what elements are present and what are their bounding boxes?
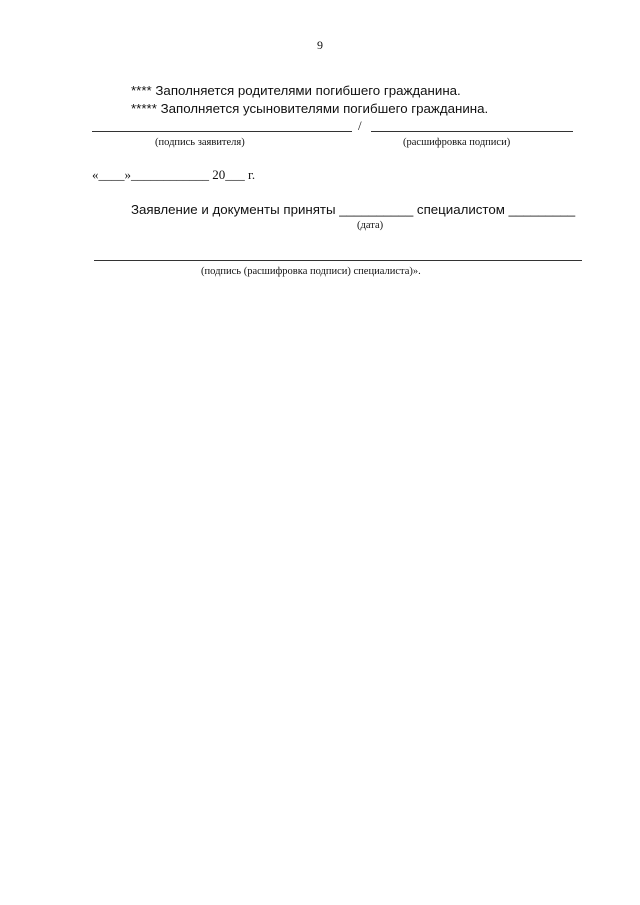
- signature-decode-line: [371, 131, 573, 132]
- date-line: «____»____________ 20___ г.: [92, 167, 256, 182]
- signature-separator: /: [358, 118, 362, 133]
- applicant-signature-caption: (подпись заявителя): [155, 137, 245, 148]
- specialist-signature-line: [94, 260, 582, 261]
- acceptance-statement: Заявление и документы приняты __________ специалистом _________: [131, 202, 576, 217]
- page-number: 9: [317, 38, 323, 52]
- footnote-adoptive-parents: ***** Заполняется усыновителями погибшего гражданина.: [131, 101, 489, 116]
- applicant-signature-line: [92, 131, 352, 132]
- acceptance-date-caption: (дата): [357, 220, 384, 231]
- signature-decode-caption: (расшифровка подписи): [403, 137, 511, 148]
- footnote-parents: **** Заполняется родителями погибшего гражданина.: [131, 83, 461, 98]
- specialist-signature-caption: (подпись (расшифровка подписи) специалиста)».: [201, 266, 421, 277]
